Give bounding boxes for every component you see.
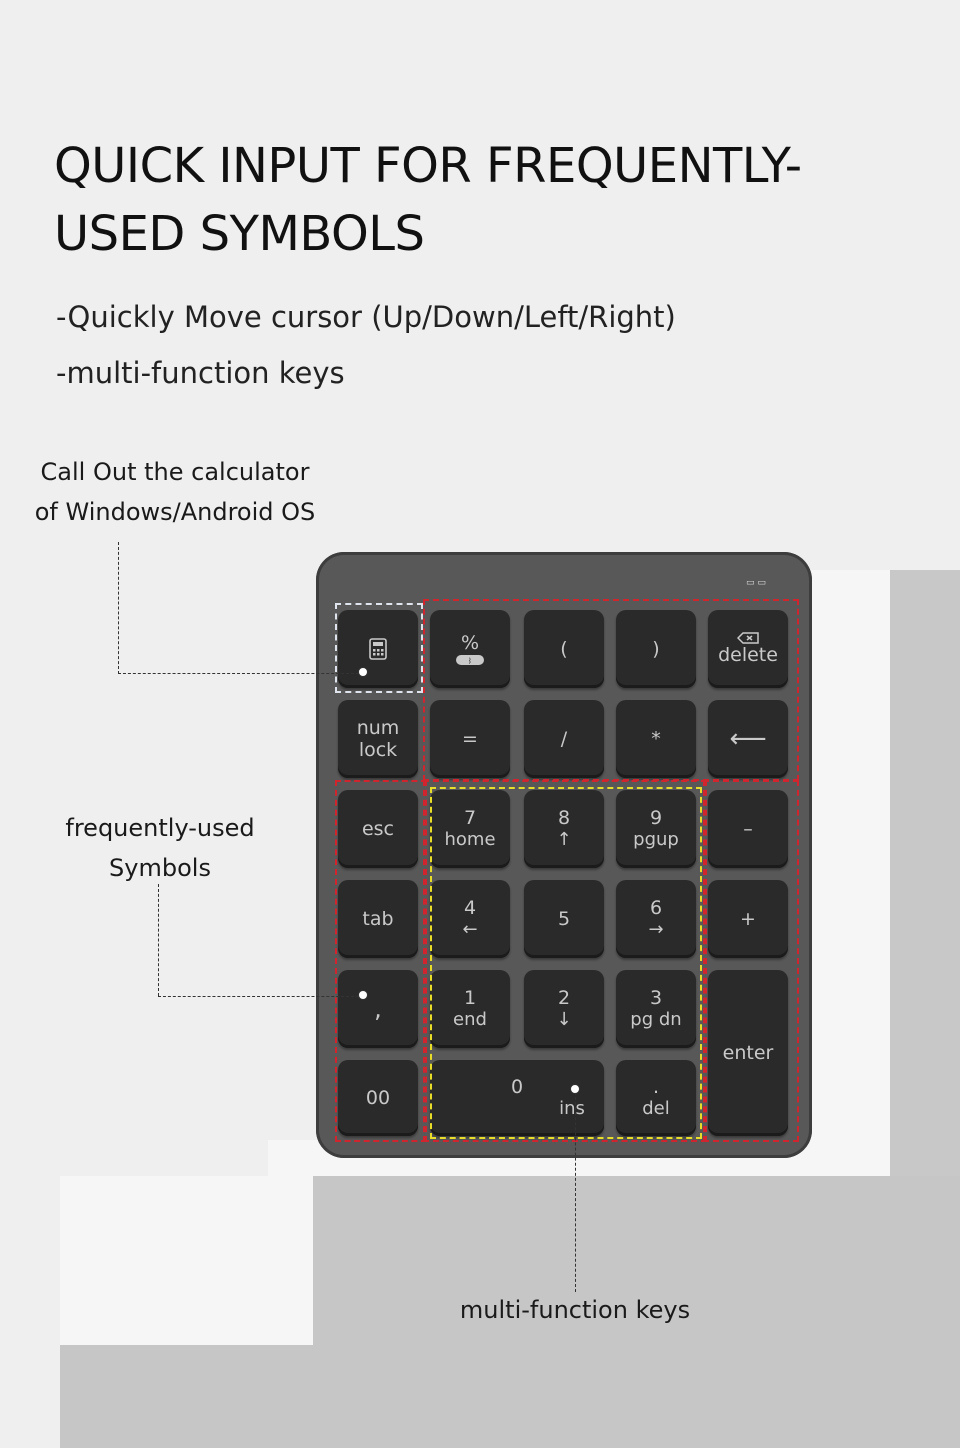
backspace-arrow-icon: ⟵ — [729, 724, 767, 754]
callout-dot — [358, 667, 368, 677]
key-label: 3 — [649, 987, 663, 1009]
callout-dot — [358, 990, 368, 1000]
key-label: enter — [722, 1042, 774, 1064]
background-panel — [810, 570, 890, 1140]
callout-text: of Windows/Android OS — [34, 498, 316, 526]
slash-key[interactable] — [524, 700, 604, 778]
key-7[interactable] — [430, 790, 510, 868]
key-label: , — [374, 995, 382, 1023]
callout-text: Call Out the calculator — [40, 458, 310, 486]
key-label: * — [651, 728, 661, 750]
key-sublabel: pg dn — [630, 1009, 682, 1030]
key-label: 00 — [365, 1087, 391, 1109]
delete-key[interactable] — [708, 610, 788, 688]
esc-key[interactable] — [338, 790, 418, 868]
bluetooth-icon — [455, 654, 485, 666]
key-5[interactable] — [524, 880, 604, 958]
key-label: % — [460, 632, 480, 654]
key-label: – — [743, 818, 753, 840]
asterisk-key[interactable] — [616, 700, 696, 778]
down-arrow-icon: ↓ — [556, 1009, 572, 1030]
plus-key[interactable] — [708, 880, 788, 958]
calculator-key[interactable] — [338, 610, 418, 688]
key-sublabel: ins — [559, 1098, 585, 1119]
svg-text:ᛒ: ᛒ — [467, 657, 473, 665]
callout-leader-line — [158, 996, 364, 997]
key-label: / — [560, 728, 568, 750]
key-label: 6 — [649, 897, 663, 919]
right-arrow-icon: → — [648, 919, 664, 940]
percent-key[interactable] — [430, 610, 510, 688]
key-label: 9 — [649, 807, 663, 829]
key-sublabel: pgup — [633, 829, 679, 850]
key-0[interactable] — [430, 1060, 604, 1136]
key-label: num — [356, 717, 400, 739]
background-panel — [60, 1176, 313, 1345]
callout-leader-line — [158, 884, 159, 996]
multi-function-callout — [430, 1290, 720, 1330]
key-label: tab — [362, 908, 394, 930]
callout-dot — [570, 1084, 580, 1094]
tab-key[interactable] — [338, 880, 418, 958]
feature-bullet: -Quickly Move cursor (Up/Down/Left/Right) — [56, 300, 676, 334]
feature-bullet: -multi-function keys — [56, 356, 345, 390]
key-label: 0 — [510, 1076, 524, 1098]
key-3[interactable] — [616, 970, 696, 1048]
key-label: 1 — [463, 987, 477, 1009]
paren-close-key[interactable] — [616, 610, 696, 688]
calculator-callout — [20, 452, 330, 532]
key-1[interactable] — [430, 970, 510, 1048]
callout-leader-line — [118, 542, 119, 674]
decimal-key[interactable] — [616, 1060, 696, 1136]
callout-leader-line — [575, 1092, 576, 1292]
key-8[interactable] — [524, 790, 604, 868]
key-2[interactable] — [524, 970, 604, 1048]
background-panel — [60, 1345, 313, 1448]
minus-key[interactable] — [708, 790, 788, 868]
key-label: 5 — [557, 908, 571, 930]
backspace-icon — [737, 632, 759, 644]
equals-key[interactable] — [430, 700, 510, 778]
page-title: QUICK INPUT FOR FREQUENTLY-USED SYMBOLS — [54, 138, 802, 262]
double-zero-key[interactable] — [338, 1060, 418, 1136]
callout-text: frequently-used — [65, 814, 255, 842]
key-label: 4 — [463, 897, 477, 919]
key-label: 8 — [557, 807, 571, 829]
key-label: delete — [718, 644, 778, 666]
callout-text: multi-function keys — [459, 1296, 691, 1324]
backspace-key[interactable] — [708, 700, 788, 778]
paren-open-key[interactable] — [524, 610, 604, 688]
key-label: = — [462, 728, 478, 750]
key-label: 2 — [557, 987, 571, 1009]
key-6[interactable] — [616, 880, 696, 958]
key-label: . — [652, 1076, 660, 1098]
key-label: ( — [560, 638, 568, 660]
key-sublabel: del — [642, 1098, 670, 1119]
up-arrow-icon: ↑ — [556, 829, 572, 850]
key-label: lock — [358, 739, 398, 761]
key-label: esc — [361, 818, 395, 840]
comma-key[interactable] — [338, 970, 418, 1048]
left-arrow-icon: ← — [462, 919, 478, 940]
key-label: + — [740, 908, 756, 930]
key-9[interactable] — [616, 790, 696, 868]
callout-text: Symbols — [109, 854, 211, 882]
key-sublabel: home — [444, 829, 496, 850]
calculator-icon — [369, 638, 387, 660]
key-4[interactable] — [430, 880, 510, 958]
callout-leader-line — [118, 673, 364, 674]
key-label: ) — [652, 638, 660, 660]
enter-key[interactable] — [708, 970, 788, 1136]
status-led-icon: ▭ ▭ — [746, 578, 766, 588]
key-sublabel: end — [453, 1009, 487, 1030]
background-panel — [890, 570, 960, 1180]
key-label: 7 — [463, 807, 477, 829]
symbols-callout — [40, 808, 280, 888]
numlock-key[interactable] — [338, 700, 418, 778]
